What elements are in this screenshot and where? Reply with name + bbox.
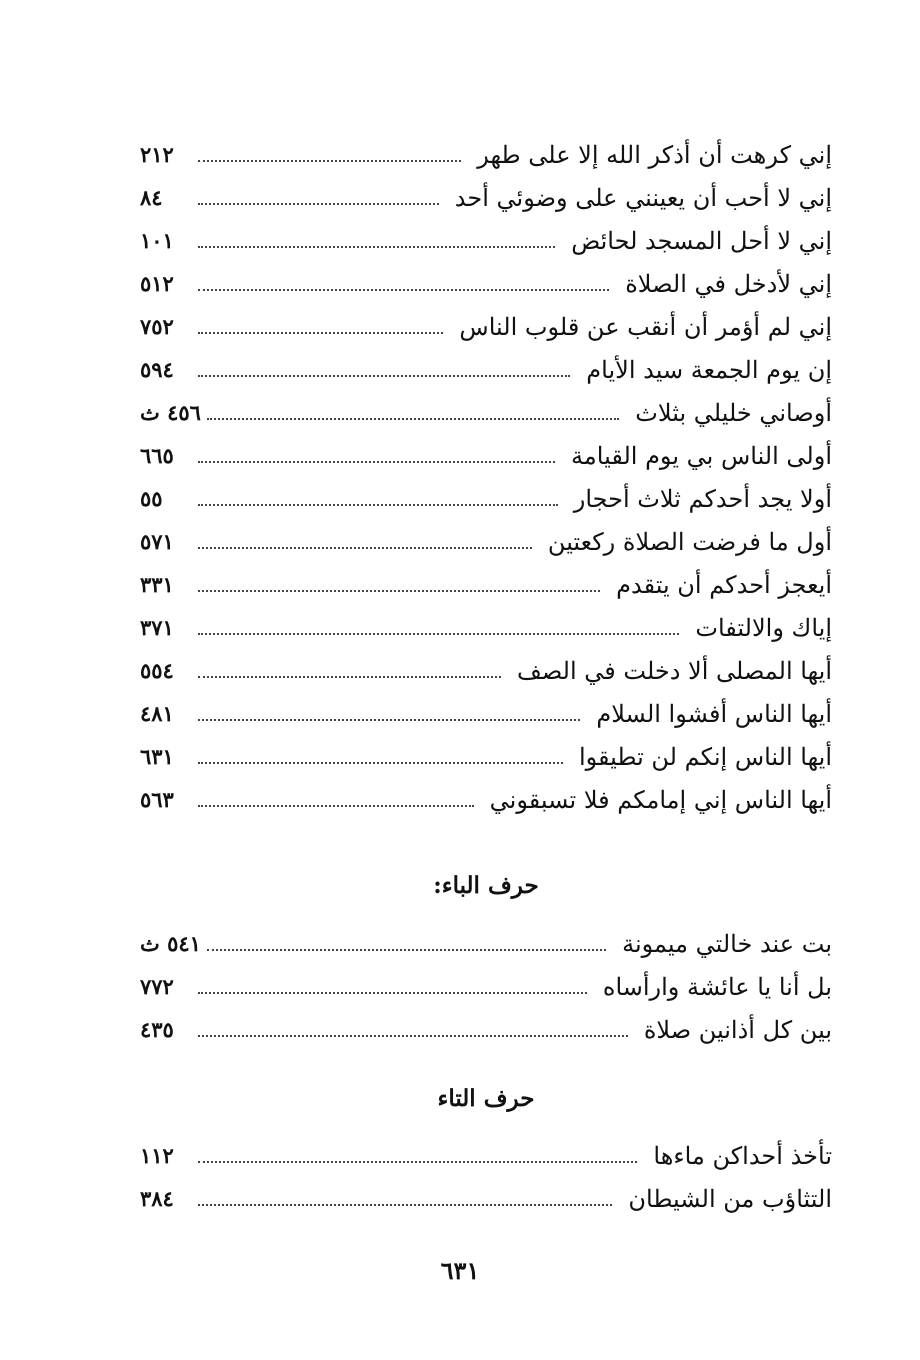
- dot-leader: [198, 633, 679, 635]
- entry-text: بين كل أذانين صلاة: [643, 1015, 832, 1044]
- dot-leader: [198, 1204, 612, 1206]
- entry-page-number: ٤٥٦ ث: [140, 400, 201, 425]
- entry-page-number: ٥٥٤: [140, 658, 174, 683]
- heading-harf-al-ba: حرف الباء:: [433, 872, 539, 899]
- dot-leader: [198, 547, 532, 549]
- dot-leader: [198, 160, 461, 162]
- dot-leader: [198, 805, 474, 807]
- entry-page-number: ٥٤١ ث: [140, 931, 201, 956]
- index-entry: [140, 778, 832, 821]
- entry-page-number: ٢١٢: [140, 142, 174, 167]
- entry-page-number: ٥٦٣: [140, 787, 174, 812]
- index-entry: [140, 219, 832, 262]
- entry-page-number: ٣٧١: [140, 615, 174, 640]
- entry-page-number: ٨٤: [140, 185, 163, 210]
- page-number: ٦٣١: [440, 1256, 480, 1285]
- entry-text: أيها الناس إنكم لن تطيقوا: [578, 742, 832, 771]
- index-entry: [140, 305, 832, 348]
- entry-text: إني لا أحل المسجد لحائض: [571, 226, 832, 255]
- section-alif: [140, 133, 832, 821]
- dot-leader: [198, 762, 563, 764]
- entry-page-number: ٧٧٢: [140, 974, 174, 999]
- entry-page-number: ٣٣١: [140, 572, 174, 597]
- dot-leader: [198, 504, 558, 506]
- heading-harf-al-ta: حرف التاء: [437, 1085, 535, 1112]
- entry-page-number: ٥٥: [140, 486, 163, 511]
- entry-text: أوصاني خليلي بثلاث: [635, 398, 832, 427]
- index-entry: [140, 965, 832, 1008]
- entry-page-number: ٤٣٥: [140, 1017, 174, 1042]
- index-entry: [140, 692, 832, 735]
- section-ba: [140, 922, 832, 1051]
- dot-leader: [198, 332, 443, 334]
- entry-text: أول ما فرضت الصلاة ركعتين: [547, 527, 832, 556]
- index-entry: [140, 649, 832, 692]
- dot-leader: [198, 289, 609, 291]
- index-entry: [140, 922, 832, 965]
- index-entry: [140, 1177, 832, 1220]
- entry-text: أيها المصلى ألا دخلت في الصف: [517, 656, 832, 685]
- dot-leader: [198, 992, 587, 994]
- entry-text: التثاؤب من الشيطان: [628, 1184, 832, 1213]
- dot-leader: [198, 203, 439, 205]
- index-entry: [140, 348, 832, 391]
- entry-page-number: ٦٦٥: [140, 443, 174, 468]
- entry-page-number: ٥٩٤: [140, 357, 174, 382]
- dot-leader: [198, 719, 580, 721]
- index-entry: [140, 262, 832, 305]
- index-entry: [140, 606, 832, 649]
- entry-page-number: ١٠١: [140, 228, 174, 253]
- index-entry: [140, 133, 832, 176]
- entry-text: تأخذ أحداكن ماءها: [653, 1141, 832, 1170]
- index-entry: [140, 176, 832, 219]
- entry-page-number: ١١٢: [140, 1143, 174, 1168]
- index-entry: [140, 477, 832, 520]
- entry-text: أولا يجد أحدكم ثلاث أحجار: [573, 484, 832, 513]
- entry-text: إني كرهت أن أذكر الله إلا على طهر: [477, 140, 832, 169]
- dot-leader: [198, 461, 555, 463]
- index-entry: [140, 1008, 832, 1051]
- entry-text: إن يوم الجمعة سيد الأيام: [586, 355, 832, 384]
- entry-page-number: ٣٨٤: [140, 1186, 174, 1211]
- dot-leader: [198, 1035, 628, 1037]
- entry-text: أيها الناس إني إمامكم فلا تسبقوني: [489, 785, 832, 814]
- dot-leader: [207, 949, 606, 951]
- dot-leader: [198, 676, 501, 678]
- entry-text: إني لأدخل في الصلاة: [625, 269, 832, 298]
- index-entry: [140, 434, 832, 477]
- entry-page-number: ٧٥٢: [140, 314, 174, 339]
- entry-text: بل أنا يا عائشة وارأساه: [602, 972, 832, 1001]
- entry-page-number: ٦٣١: [140, 744, 174, 769]
- entry-page-number: ٥٧١: [140, 529, 174, 554]
- index-entry: [140, 735, 832, 778]
- index-entry: [140, 1134, 832, 1177]
- dot-leader: [198, 246, 555, 248]
- entry-text: أيعجز أحدكم أن يتقدم: [616, 570, 832, 599]
- section-ta: [140, 1134, 832, 1220]
- dot-leader: [198, 590, 600, 592]
- entry-page-number: ٥١٢: [140, 271, 174, 296]
- entry-text: أيها الناس أفشوا السلام: [596, 699, 832, 728]
- entry-page-number: ٤٨١: [140, 701, 174, 726]
- entry-text: أولى الناس بي يوم القيامة: [571, 441, 832, 470]
- index-entry: [140, 563, 832, 606]
- index-entry: [140, 520, 832, 563]
- dot-leader: [198, 375, 570, 377]
- entry-text: إياك والالتفات: [695, 613, 832, 642]
- dot-leader: [198, 1161, 637, 1163]
- index-entry: [140, 391, 832, 434]
- entry-text: بت عند خالتي ميمونة: [622, 929, 832, 958]
- entry-text: إني لم أؤمر أن أنقب عن قلوب الناس: [459, 312, 832, 341]
- dot-leader: [207, 418, 619, 420]
- entry-text: إني لا أحب أن يعينني على وضوئي أحد: [454, 183, 832, 212]
